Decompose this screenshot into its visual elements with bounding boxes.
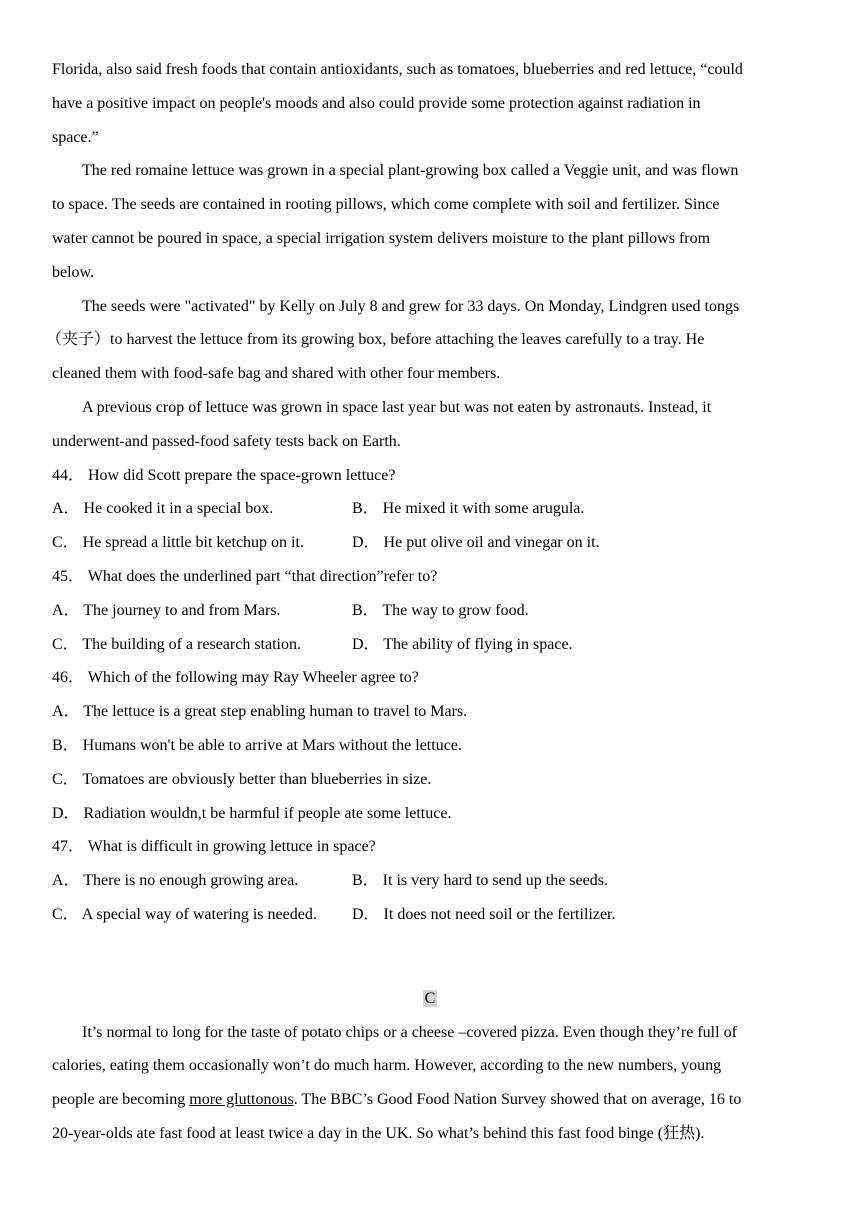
text-segment: . The BBC’s Good Food Nation Survey showed that on average, 16 to [293, 1091, 742, 1109]
text-line: It’s normal to long for the taste of potato chips or a cheese –covered pizza. Even though they’re full of [82, 1023, 737, 1041]
option-a: A． The lettuce is a great step enabling human to travel to Mars. [52, 703, 468, 721]
section-heading [0, 982, 860, 1016]
option-c: C． The building of a research station. [52, 635, 301, 653]
text-line: space.” [52, 128, 99, 146]
text-line: The red romaine lettuce was grown in a special plant-growing box called a Veggie unit, and was flown [82, 162, 739, 180]
question-47 [52, 830, 812, 931]
options-row [52, 864, 812, 898]
text-line: below. [52, 263, 95, 281]
text-line: calories, eating them occasionally won’t do much harm. However, according to the new numbers, young [52, 1057, 722, 1075]
text-segment: people are becoming [52, 1091, 190, 1109]
question-stem: 44． How did Scott prepare the space-grown lettuce? [52, 466, 396, 484]
question-45 [52, 560, 812, 661]
option-c: C． A special way of watering is needed. [52, 905, 317, 923]
options-row [52, 898, 812, 932]
text-line: Florida, also said fresh foods that contain antioxidants, such as tomatoes, blueberries and red lettuce, “could [52, 61, 743, 78]
paragraph-b1 [52, 53, 812, 154]
paragraph-b4 [52, 391, 812, 459]
text-line: The seeds were "activated" by Kelly on July 8 and grew for 33 days. On Monday, Lindgren used tongs [82, 297, 740, 315]
underlined-phrase: more gluttonous [189, 1091, 294, 1109]
option-d: D． He put olive oil and vinegar on it. [352, 534, 600, 552]
question-44 [52, 459, 812, 560]
option-a: A． He cooked it in a special box. [52, 500, 274, 518]
text-line: （夹子）to harvest the lettuce from its growing box, before attaching the leaves carefully to a tray. He [46, 331, 705, 349]
text-line: water cannot be poured in space, a special irrigation system delivers moisture to the plant pillows from [52, 229, 711, 247]
question-stem: 47． What is difficult in growing lettuce in space? [52, 838, 376, 856]
section-spacer [52, 932, 812, 982]
paragraph-b2 [52, 154, 812, 289]
text-line [52, 1083, 812, 1117]
paragraph-b3 [46, 290, 812, 391]
option-b: B． The way to grow food. [352, 601, 529, 619]
text-line: A previous crop of lettuce was grown in space last year but was not eaten by astronauts. Instead, it [82, 398, 712, 416]
question-stem: 45． What does the underlined part “that direction”refer to? [52, 567, 438, 585]
options-row [52, 492, 812, 526]
option-d: D． Radiation wouldn,t be harmful if people ate some lettuce. [52, 804, 452, 822]
section-label: C [424, 989, 436, 1007]
text-line: to space. The seeds are contained in rooting pillows, which come complete with soil and fertilizer. Since [52, 196, 720, 214]
option-b: B． He mixed it with some arugula. [352, 500, 585, 518]
text-line: underwent-and passed-food safety tests back on Earth. [52, 432, 401, 450]
text-line: have a positive impact on people's moods and also could provide some protection against radiation in [52, 94, 701, 112]
paragraph-c1 [52, 1016, 812, 1151]
question-stem: 46． Which of the following may Ray Wheeler agree to? [52, 669, 419, 687]
document-page [46, 53, 812, 1151]
option-c: C． Tomatoes are obviously better than blueberries in size. [52, 770, 432, 788]
option-c: C． He spread a little bit ketchup on it. [52, 534, 304, 552]
option-b: B． Humans won't be able to arrive at Mars without the lettuce. [52, 736, 462, 754]
question-46 [52, 661, 812, 830]
options-row [52, 594, 812, 628]
option-a: A． There is no enough growing area. [52, 872, 299, 890]
option-a: A． The journey to and from Mars. [52, 601, 281, 619]
option-d: D． The ability of flying in space. [352, 635, 573, 653]
text-line: cleaned them with food-safe bag and shared with other four members. [52, 365, 501, 383]
option-b: B． It is very hard to send up the seeds. [352, 872, 608, 890]
text-line: 20-year-olds ate fast food at least twice a day in the UK. So what’s behind this fast food binge (狂热). [52, 1124, 705, 1142]
options-row [52, 526, 812, 560]
option-d: D． It does not need soil or the fertilizer. [352, 905, 616, 923]
options-row [52, 628, 812, 662]
